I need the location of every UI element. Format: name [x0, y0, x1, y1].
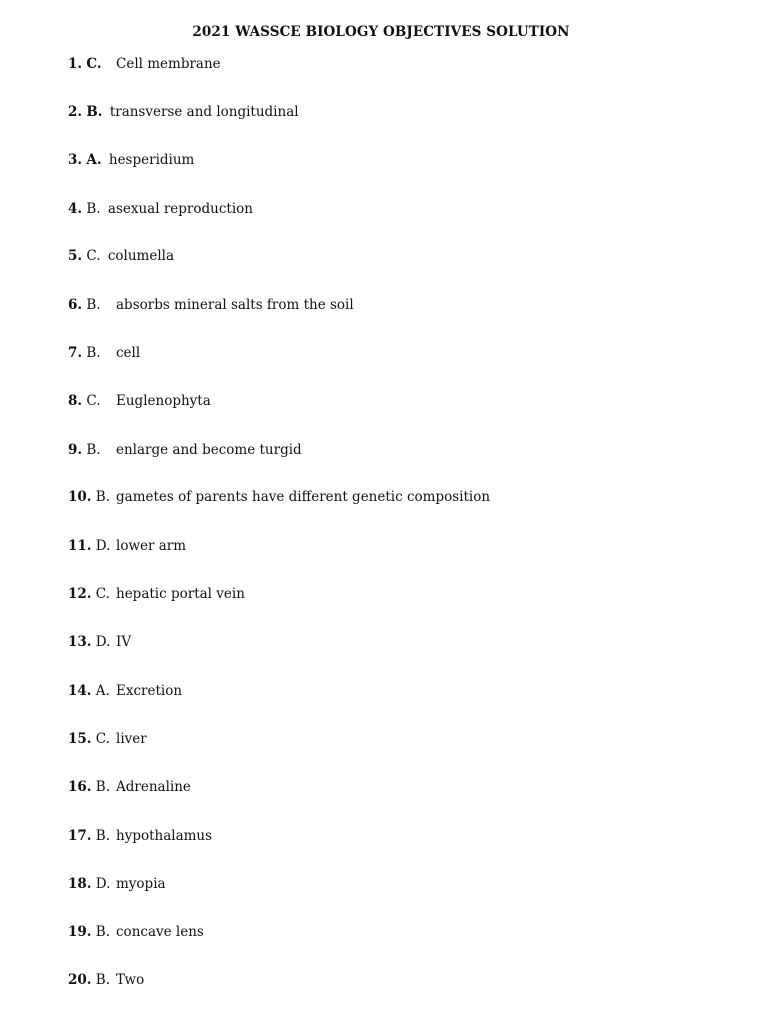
- question-number: 10.: [68, 489, 92, 505]
- answer-text: liver: [116, 731, 147, 747]
- question-number: 1.: [68, 56, 83, 72]
- answer-text: Excretion: [116, 683, 183, 699]
- answer-letter: A.: [86, 152, 102, 168]
- answer-text: hypothalamus: [116, 828, 213, 844]
- answer-text: cell: [116, 345, 141, 361]
- answer-item: [68, 632, 132, 652]
- answer-text: myopia: [116, 876, 166, 892]
- answer-letter: B.: [95, 779, 111, 795]
- answer-letter: D.: [95, 876, 111, 892]
- answer-item: [68, 246, 174, 266]
- answer-item: [68, 874, 166, 894]
- answer-letter: A.: [95, 683, 110, 699]
- question-number: 18.: [68, 876, 92, 892]
- answer-item: [68, 584, 245, 604]
- answer-letter: C.: [95, 731, 110, 747]
- answer-item: [68, 199, 253, 219]
- answer-letter: B.: [95, 489, 111, 505]
- document-title: 2021 WASSCE BIOLOGY OBJECTIVES SOLUTION: [192, 24, 570, 40]
- answer-item: [68, 391, 211, 411]
- answer-text: Adrenaline: [116, 779, 191, 795]
- answer-text: IV: [116, 634, 132, 650]
- question-number: 20.: [68, 972, 92, 988]
- answer-text: lower arm: [116, 538, 187, 554]
- answer-item: [68, 295, 354, 315]
- answer-text: Two: [116, 972, 145, 988]
- question-number: 3.: [68, 152, 83, 168]
- answer-item: [68, 729, 147, 749]
- question-number: 8.: [68, 393, 83, 409]
- answer-item: [68, 150, 194, 170]
- answer-item: [68, 826, 213, 846]
- answer-item: [68, 777, 191, 797]
- answer-item: [68, 970, 145, 990]
- answer-letter: D.: [95, 538, 111, 554]
- answer-letter: B.: [95, 972, 111, 988]
- answer-text: asexual reproduction: [107, 201, 253, 217]
- answer-letter: C.: [86, 393, 101, 409]
- question-number: 19.: [68, 924, 92, 940]
- answer-item: [68, 487, 491, 507]
- answer-text: concave lens: [116, 924, 204, 940]
- answer-item: [68, 102, 299, 122]
- answer-item: [68, 343, 141, 363]
- answer-letter: B.: [86, 201, 101, 217]
- question-number: 4.: [68, 201, 83, 217]
- question-number: 11.: [68, 538, 92, 554]
- answer-item: [68, 681, 183, 701]
- answer-letter: B.: [86, 297, 101, 313]
- answer-text: enlarge and become turgid: [116, 442, 302, 458]
- answer-text: columella: [107, 248, 175, 264]
- answer-text: gametes of parents have different genetic composition: [116, 489, 491, 505]
- answer-letter: C.: [95, 586, 110, 602]
- question-number: 9.: [68, 442, 83, 458]
- answer-letter: B.: [86, 345, 101, 361]
- question-number: 14.: [68, 683, 92, 699]
- question-number: 17.: [68, 828, 92, 844]
- answer-text: transverse and longitudinal: [109, 104, 299, 120]
- question-number: 16.: [68, 779, 92, 795]
- answer-letter: C.: [86, 248, 101, 264]
- answer-text: hesperidium: [108, 152, 195, 168]
- answer-text: Euglenophyta: [116, 393, 211, 409]
- question-number: 2.: [68, 104, 83, 120]
- answer-item: [68, 440, 302, 460]
- question-number: 15.: [68, 731, 92, 747]
- answer-letter: B.: [86, 104, 103, 120]
- answer-text: Cell membrane: [116, 56, 221, 72]
- answer-text: hepatic portal vein: [116, 586, 245, 602]
- question-number: 7.: [68, 345, 83, 361]
- question-number: 12.: [68, 586, 92, 602]
- answer-item: [68, 922, 204, 942]
- answer-letter: B.: [95, 924, 111, 940]
- answer-letter: B.: [86, 442, 101, 458]
- question-number: 6.: [68, 297, 83, 313]
- question-number: 13.: [68, 634, 92, 650]
- answer-letter: C.: [86, 56, 102, 72]
- answer-letter: B.: [95, 828, 111, 844]
- answer-item: [68, 54, 221, 74]
- answer-item: [68, 536, 187, 556]
- answer-letter: D.: [95, 634, 111, 650]
- question-number: 5.: [68, 248, 83, 264]
- answer-text: absorbs mineral salts from the soil: [116, 297, 354, 313]
